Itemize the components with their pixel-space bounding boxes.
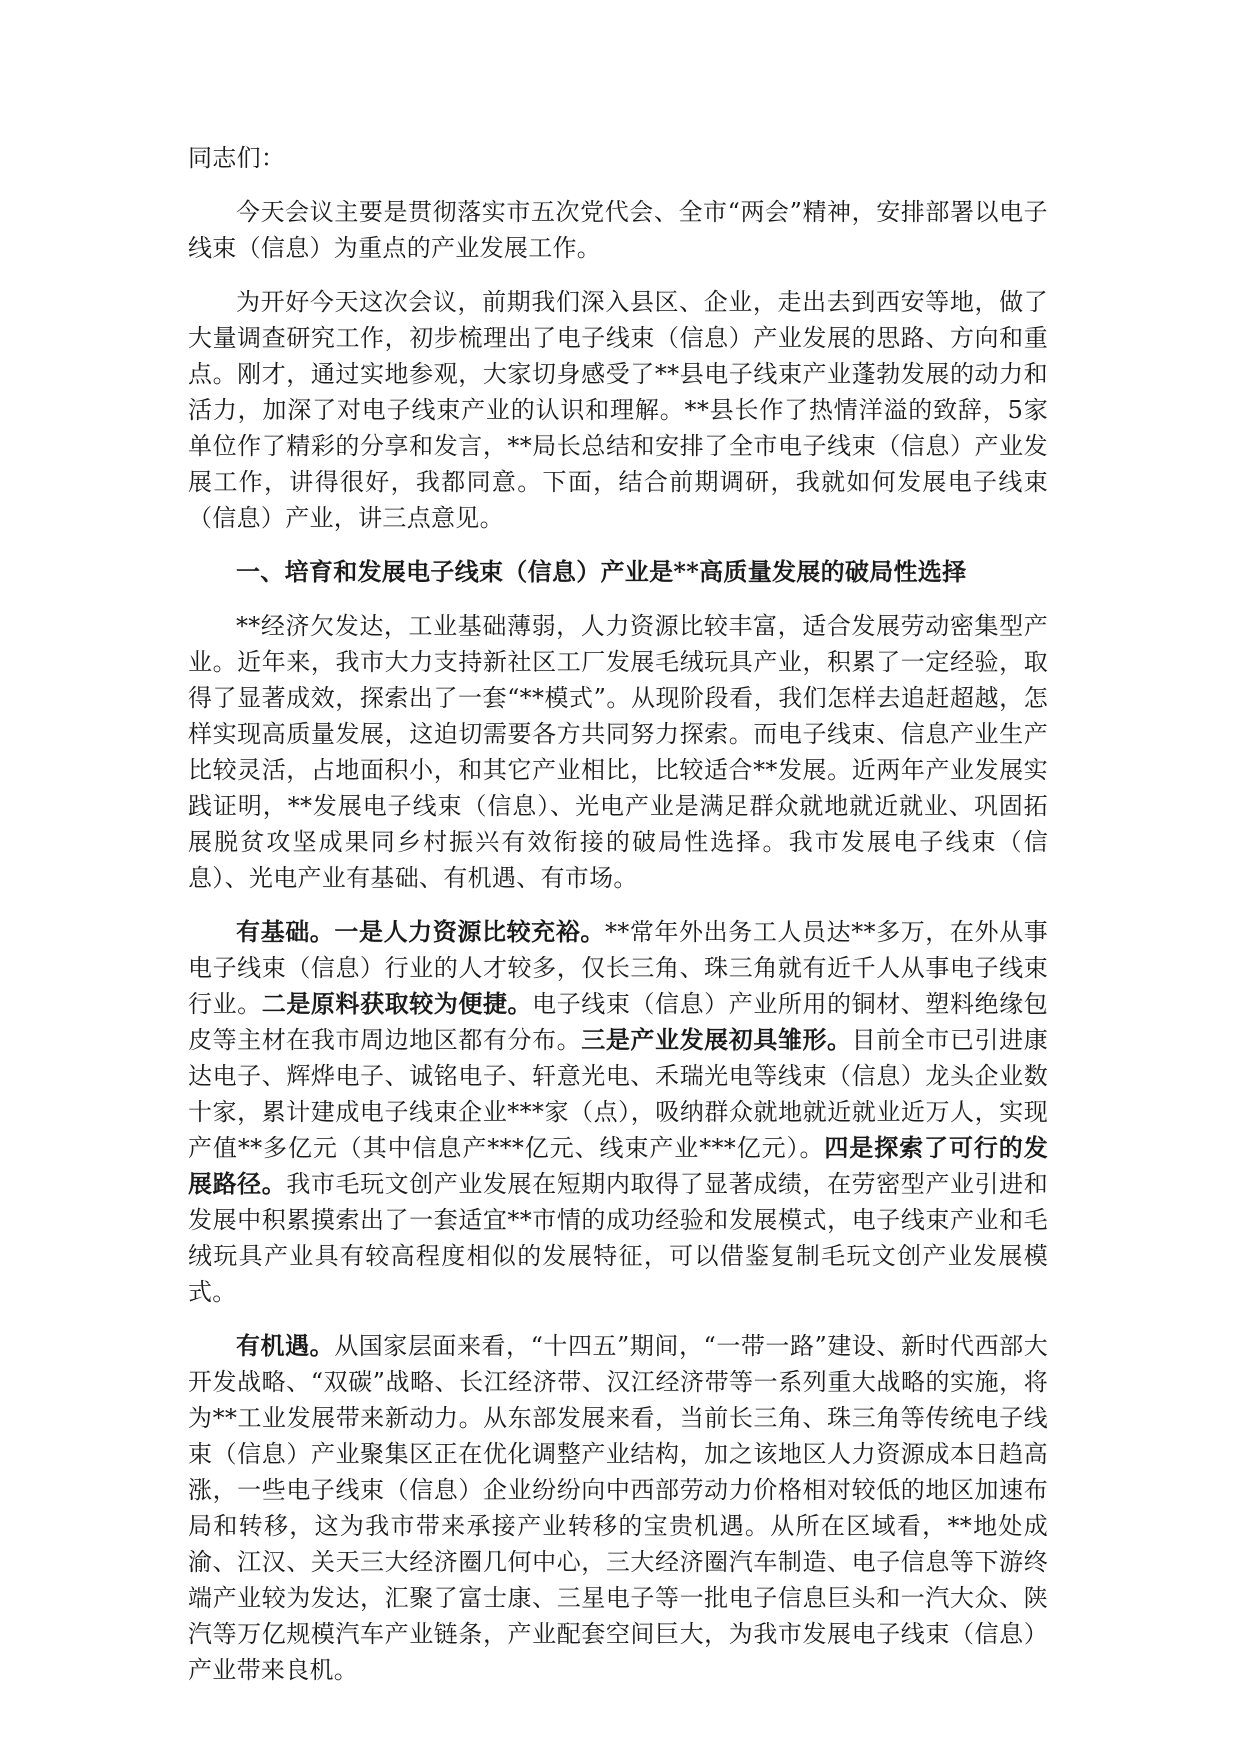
point-3-text: 目前全市已引进康达电子、辉烨电子、诚铭电子、轩意光电、禾瑞光电等线束（信息）龙头企业数十家，累计建成电子线束企业***家（点），吸纳群众就地就近就业近万人，实现产值**多亿元（其中信息产***亿元、线束产业***亿元）。 [188,1026,1048,1162]
paragraph-intro: 今天会议主要是贯彻落实市五次党代会、全市“两会”精神，安排部署以电子线束（信息）为重点的产业发展工作。 [188,198,1048,262]
section-heading-1: 一、培育和发展电子线束（信息）产业是**高质量发展的破局性选择 [236,557,967,586]
point-1-text: **常年外出务工人员达**多万，在外从事电子线束（信息）行业的人才较多，仅长三角、珠三角就有近千人从事电子线束行业。 [188,918,1048,1018]
point-2-text: 电子线束（信息）产业所用的铜材、塑料绝缘包皮等主材在我市周边地区都有分布。 [188,990,1048,1054]
paragraph-has-foundation [188,914,1048,1310]
point-3-title: 三是产业发展初具雏形。 [581,1025,852,1054]
paragraph-has-opportunity [188,1328,1048,1688]
point-4-text: 我市毛玩文创产业发展在短期内取得了显著成绩，在劳密型产业引进和发展中积累摸索出了一套适宜**市情的成功经验和发展模式，电子线束产业和毛绒玩具产业具有较高程度相似的发展特征，可以借鉴复制毛玩文创产业发展模式。 [188,1170,1048,1306]
point-2-title: 二是原料获取较为便捷。 [261,989,533,1018]
lead-has-foundation: 有基础。 [236,917,335,946]
lead-has-opportunity: 有机遇。 [236,1331,335,1360]
salutation: 同志们： [188,144,286,172]
point-4-title: 四是探索了可行的发展路径。 [188,1133,1048,1198]
point-1-title: 一是人力资源比较充裕。 [334,917,605,946]
paragraph-background: 为开好今天这次会议，前期我们深入县区、企业，走出去到西安等地，做了大量调查研究工作，初步梳理出了电子线束（信息）产业发展的思路、方向和重点。刚才，通过实地参观，大家切身感受了**县电子线束产业蓬勃发展的动力和活力，加深了对电子线束产业的认识和理解。**县长作了热情洋溢的致辞，5家单位作了精彩的分享和发言，**局长总结和安排了全市电子线束（信息）产业发展工作，讲得很好，我都同意。下面，结合前期调研，我就如何发展电子线束（信息）产业，讲三点意见。 [188,288,1048,532]
opportunity-text: 从国家层面来看，“十四五”期间，“一带一路”建设、新时代西部大开发战略、“双碳”战略、长江经济带、汉江经济带等一系列重大战略的实施，将为**工业发展带来新动力。从东部发展来看，当前长三角、珠三角等传统电子线束（信息）产业聚集区正在优化调整产业结构，加之该地区人力资源成本日趋高涨，一些电子线束（信息）企业纷纷向中西部劳动力价格相对较低的地区加速布局和转移，这为我市带来承接产业转移的宝贵机遇。从所在区域看，**地处成渝、江汉、关天三大经济圈几何中心，三大经济圈汽车制造、电子信息等下游终端产业较为发达，汇聚了富士康、三星电子等一批电子信息巨头和一汽大众、陕汽等万亿规模汽车产业链条，产业配套空间巨大，为我市发展电子线束（信息）产业带来良机。 [188,1332,1048,1684]
paragraph-section-1-overview: **经济欠发达，工业基础薄弱，人力资源比较丰富，适合发展劳动密集型产业。近年来，我市大力支持新社区工厂发展毛绒玩具产业，积累了一定经验，取得了显著成效，探索出了一套“**模式”。从现阶段看，我们怎样去追赶超越，怎样实现高质量发展，这迫切需要各方共同努力探索。而电子线束、信息产业生产比较灵活，占地面积小，和其它产业相比，比较适合**发展。近两年产业发展实践证明，**发展电子线束（信息）、光电产业是满足群众就地就近就业、巩固拓展脱贫攻坚成果同乡村振兴有效衔接的破局性选择。我市发展电子线束（信息）、光电产业有基础、有机遇、有市场。 [188,612,1048,892]
document-page [188,140,1048,1706]
